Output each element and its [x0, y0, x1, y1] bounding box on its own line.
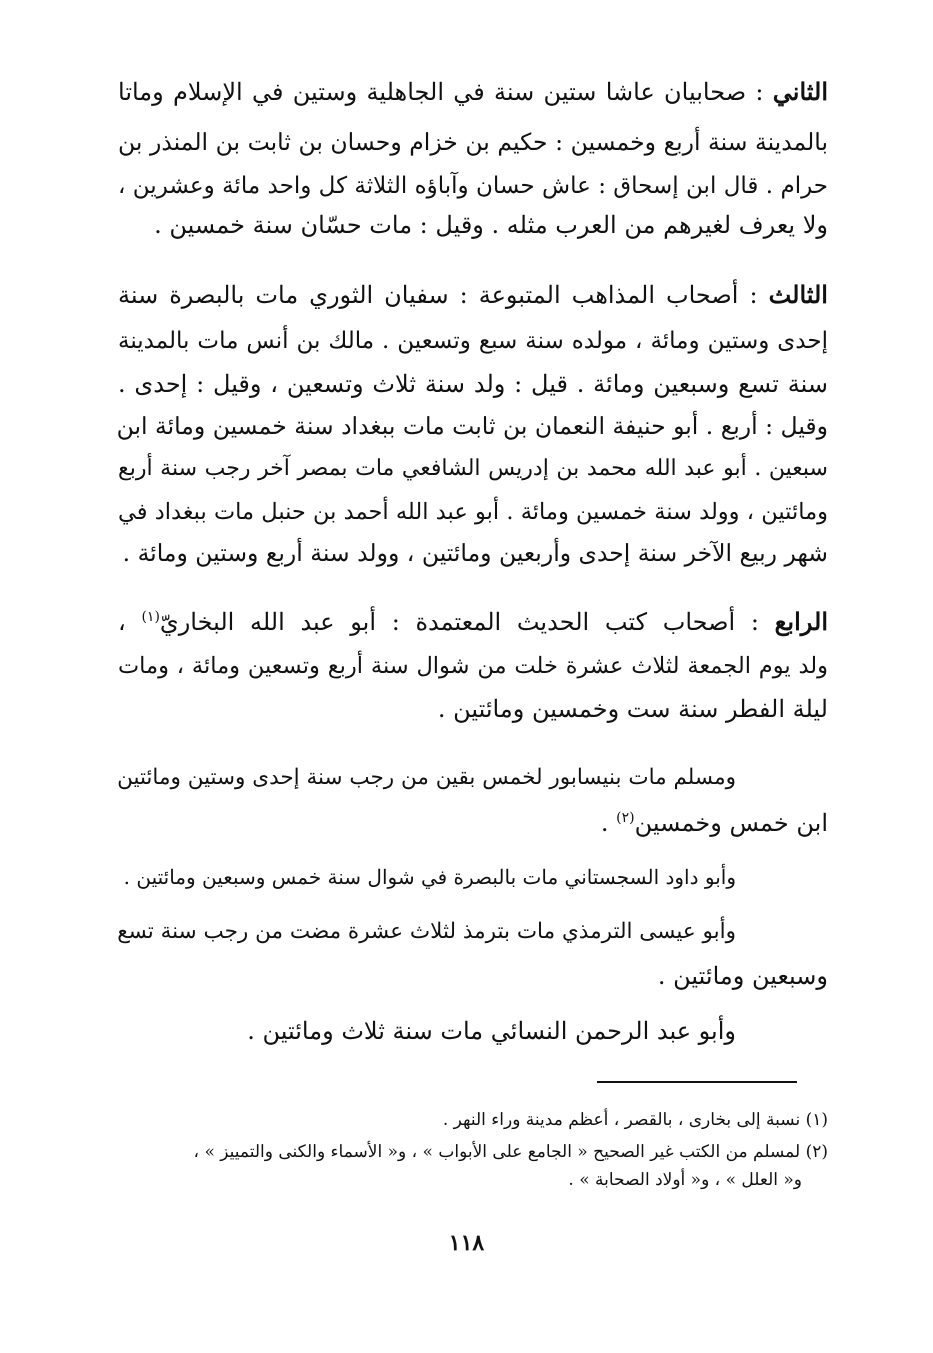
- paragraph-2-line-2: إحدى وستين ومائة ، مولده سنة سبع وتسعين . مالك بن أنس مات بالمدينة: [118, 328, 828, 354]
- footnote-1: (١) نسبة إلى بخارى ، بالقصر ، أعظم مدينة وراء النهر .: [442, 1110, 828, 1130]
- footnote-separator: [597, 1081, 797, 1083]
- paragraph-2-line-1: [118, 275, 828, 315]
- paragraph-2-line-6: ومائتين ، وولد سنة خمسين ومائة . أبو عبد الله أحمد بن حنبل مات ببغداد في: [118, 499, 828, 525]
- paragraph-4-text-2: ابن خمس وخمسين: [634, 809, 828, 837]
- paragraph-4-line-2: [118, 803, 828, 843]
- footnote-2-line-1: (٢) لمسلم من الكتب غير الصحيح « الجامع على الأبواب » ، و« الأسماء والكنى والتمييز » ،: [193, 1142, 828, 1162]
- paragraph-3-lead: الرابع: [774, 607, 828, 636]
- paragraph-1-line-1: [118, 72, 828, 112]
- paragraph-2-text-1: : أصحاب المذاهب المتبوعة : سفيان الثوري مات بالبصرة سنة: [118, 281, 758, 309]
- paragraph-4-period: .: [600, 809, 609, 837]
- footnote-ref-1[interactable]: (١): [141, 609, 160, 625]
- page-number: ١١٨: [448, 1230, 485, 1256]
- paragraph-7-line-1: وأبو عبد الرحمن النسائي مات سنة ثلاث ومائتين .: [247, 1017, 736, 1045]
- paragraph-1-line-4: ولا يعرف لغيرهم من العرب مثله . وقيل : مات حسّان سنة خمسين .: [154, 211, 828, 239]
- footnote-ref-2[interactable]: (٢): [616, 810, 635, 826]
- paragraph-3-text-1: : أصحاب كتب الحديث المعتمدة : أبو عبد الله البخاريّ: [159, 608, 759, 636]
- footnote-2-line-2: و« العلل » ، و« أولاد الصحابة » .: [568, 1170, 802, 1190]
- paragraph-4-line-1: ومسلم مات بنيسابور لخمس بقين من رجب سنة إحدى وستين ومائتين: [117, 765, 736, 790]
- paragraph-1-line-2: بالمدينة سنة أربع وخمسين : حكيم بن خزام وحسان بن ثابت بن المنذر بن: [118, 128, 828, 156]
- paragraph-5-line-1: وأبو داود السجستاني مات بالبصرة في شوال سنة خمس وسبعين ومائتين .: [123, 865, 736, 889]
- paragraph-2-line-4: وقيل : أربع . أبو حنيفة النعمان بن ثابت مات ببغداد سنة خمسين ومائة ابن: [116, 412, 828, 440]
- paragraph-2-line-5: سبعين . أبو عبد الله محمد بن إدريس الشافعي مات بمصر آخر رجب سنة أربع: [118, 456, 828, 481]
- paragraph-2-lead: الثالث: [768, 280, 828, 309]
- paragraph-2-line-7: شهر ربيع الآخر سنة إحدى وأربعين ومائتين ، وولد سنة أربع وستين ومائة .: [122, 539, 828, 567]
- paragraph-3-line-3: ليلة الفطر سنة ست وخمسين ومائتين .: [437, 695, 828, 723]
- paragraph-3-line-2: ولد يوم الجمعة لثلاث عشرة خلت من شوال سنة أربع وتسعين ومائة ، ومات: [118, 653, 828, 679]
- paragraph-1-text-1: : صحابيان عاشا ستين سنة في الجاهلية وستين في الإسلام وماتا: [118, 78, 764, 106]
- paragraph-3-comma: ،: [118, 608, 126, 636]
- paragraph-1-line-3: حرام . قال ابن إسحاق : عاش حسان وآباؤه الثلاثة كل واحد مائة وعشرين ،: [118, 173, 828, 199]
- paragraph-3-line-1: [118, 602, 828, 642]
- paragraph-6-line-1: وأبو عيسى الترمذي مات بترمذ لثلاث عشرة مضت من رجب سنة تسع: [117, 919, 736, 944]
- paragraph-6-line-2: وسبعين ومائتين .: [657, 962, 828, 990]
- paragraph-1-lead: الثاني: [772, 77, 828, 106]
- paragraph-2-line-3: سنة تسع وسبعين ومائة . قيل : ولد سنة ثلاث وتسعين ، وقيل : إحدى .: [118, 370, 828, 398]
